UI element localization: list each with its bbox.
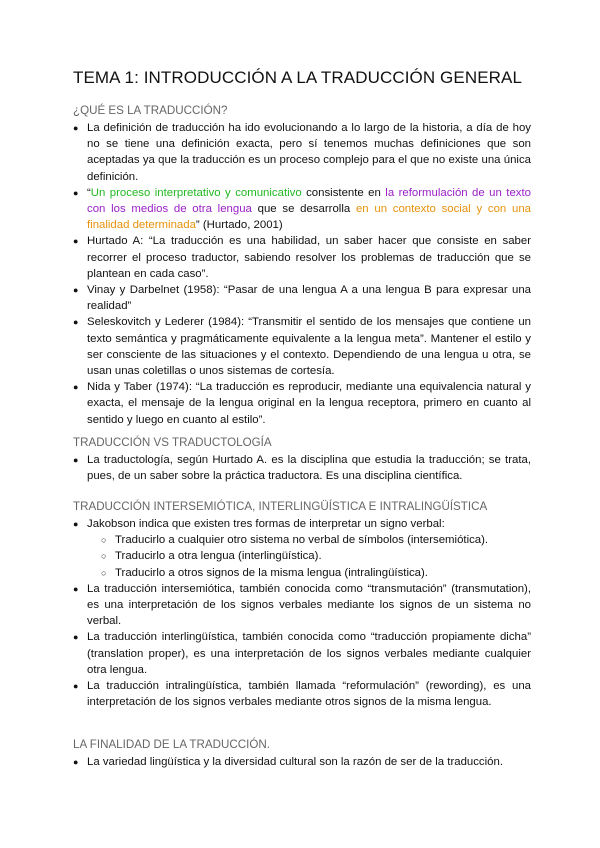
text-segment: ” (Hurtado, 2001) (195, 219, 283, 232)
list-item (73, 516, 531, 581)
bullet-list (73, 120, 531, 428)
section-que-es-la-traduccion (73, 104, 531, 428)
list-item: ● La traducción interlingüística, también conocida como “traducción propiamente dicha” (translation proper), es una interpretación de los signos verbales mediante cualquier otra lengua. (73, 629, 531, 678)
section-finalidad-de-la-traduccion (73, 738, 531, 770)
section-heading: ¿QUÉ ES LA TRADUCCIÓN? (73, 104, 228, 117)
bullet-list (73, 452, 531, 484)
page-title: TEMA 1: INTRODUCCIÓN A LA TRADUCCIÓN GENERAL (73, 68, 523, 87)
highlight-green: Un proceso interpretativo y comunicativo (90, 186, 302, 199)
list-item: ● La definición de traducción ha ido evolucionando a lo largo de la historia, a día de hoy no se tiene una definición exacta, pero sí tenemos muchas definiciones que son aceptadas ya que la traducción es un proceso complejo para el que no existe una única definición. (73, 120, 531, 185)
sub-list-item: ○ Traducirlo a cualquier otro sistema no verbal de símbolos (intersemiótica). (87, 532, 531, 548)
list-item: ● La traductología, según Hurtado A. es la disciplina que estudia la traducción; se trata, pues, de un saber sobre la práctica traductora. Es una disciplina científica. (73, 452, 531, 484)
quote-open: “ (87, 186, 91, 199)
section-heading: LA FINALIDAD DE LA TRADUCCIÓN. (73, 738, 270, 751)
list-item: ● Hurtado A: “La traducción es una habilidad, un saber hacer que consiste en saber recorrer el proceso traductor, sabiendo resolver los problemas de traducción que se plantean en cada caso”. (73, 233, 531, 282)
list-item: ● Vinay y Darbelnet (1958): “Pasar de una lengua A a una lengua B para expresar una realidad” (73, 282, 531, 314)
text-segment: que se desarrolla (251, 203, 356, 216)
section-heading: TRADUCCIÓN INTERSEMIÓTICA, INTERLINGÜÍSTICA E INTRALINGÜÍSTICA (73, 500, 488, 513)
text-segment: consistente en (301, 186, 386, 199)
section-heading: TRADUCCIÓN VS TRADUCTOLOGÍA (73, 436, 272, 449)
list-item-text: Jakobson indica que existen tres formas de interpretar un signo verbal: (87, 518, 445, 530)
section-traduccion-vs-traductologia (73, 436, 531, 484)
bullet-list (73, 754, 531, 770)
list-item: ● La traducción intralingüística, también llamada “reformulación” (rewording), es una interpretación de los signos verbales mediante otros signos de la misma lengua. (73, 678, 531, 710)
list-item-hurtado-definition (73, 185, 531, 234)
bullet-list (73, 516, 531, 710)
section-tipos-de-traduccion (73, 500, 531, 710)
sub-list-item: ○ Traducirlo a otra lengua (interlingüística). (87, 548, 531, 564)
list-item: ● Nida y Taber (1974): “La traducción es reproducir, mediante una equivalencia natural y exacta, el mensaje de la lengua original en la lengua receptora, primero en cuanto al sentido y luego en cuanto al estilo”. (73, 379, 531, 428)
list-item: ● La traducción intersemiótica, también conocida como “transmutación” (transmutation), es una interpretación de los signos verbales mediante los signos de un sistema no verbal. (73, 581, 531, 630)
sub-list (87, 532, 531, 581)
sub-list-item: ○ Traducirlo a otros signos de la misma lengua (intralingüística). (87, 565, 531, 581)
list-item: ● Seleskovitch y Lederer (1984): “Transmitir el sentido de los mensajes que contiene un texto semántica y pragmáticamente equivalente a la lengua meta”. Mantener el estilo y ser consciente de las situaciones y el contexto. Dependiendo de una lengua u otra, se usan unas coletillas o unos sistemas de cortesía. (73, 314, 531, 379)
highlight-purple: la reformulación de un texto con los medios de otra lengua (87, 186, 531, 216)
list-item: ● La variedad lingüística y la diversidad cultural son la razón de ser de la traducción. (73, 754, 531, 770)
highlight-orange: en un contexto social y con una finalidad determinada (87, 203, 531, 232)
